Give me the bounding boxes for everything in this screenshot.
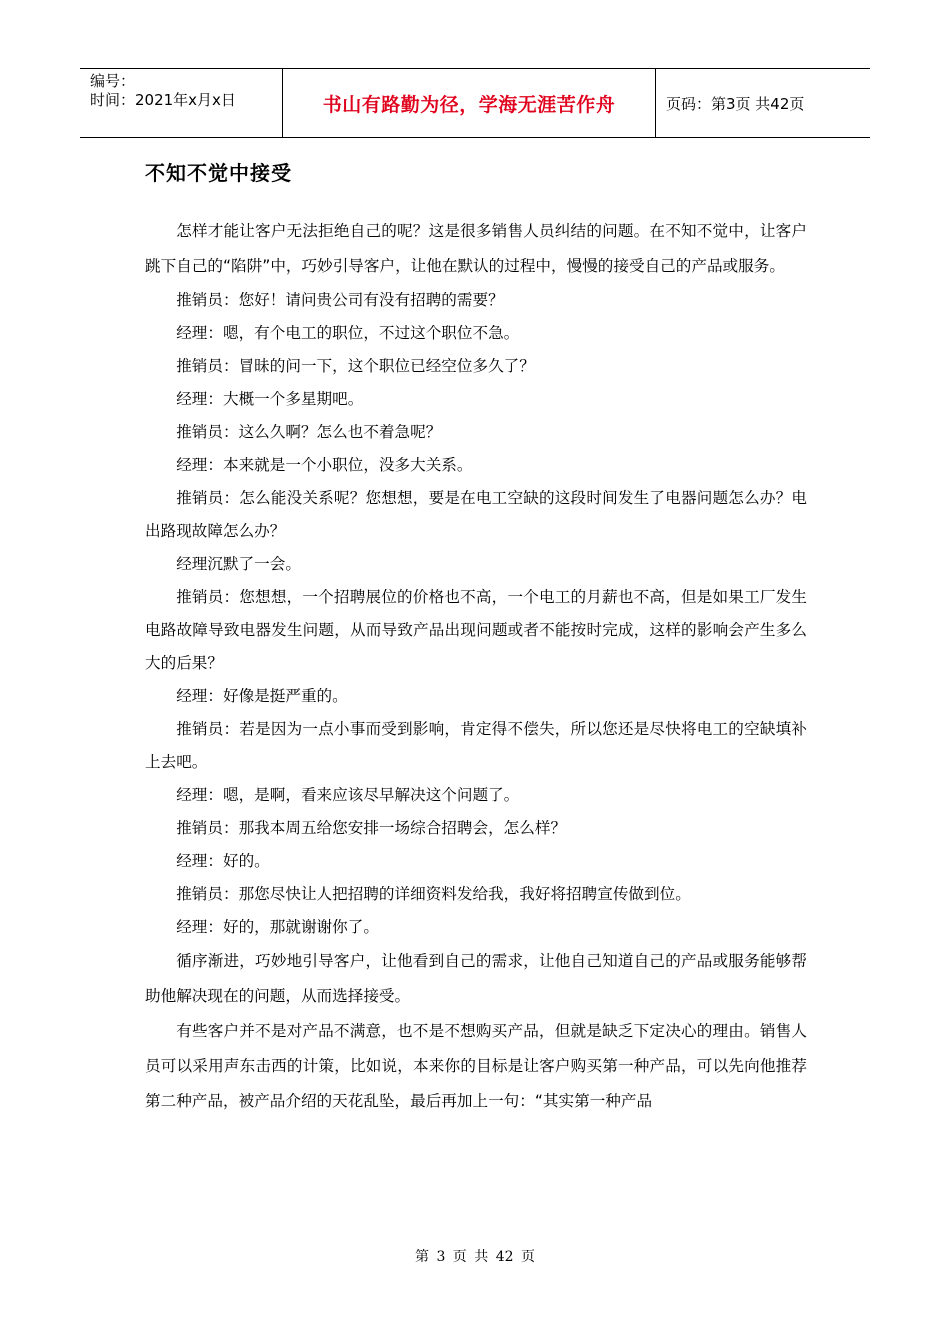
dialog-line: 经理：嗯，是啊，看来应该尽早解决这个问题了。 xyxy=(176,786,520,804)
page-info: 页码：第3页 共42页 xyxy=(666,94,805,113)
section-title: 不知不觉中接受 xyxy=(145,161,292,185)
dialog-line: 推销员：那我本周五给您安排一场综合招聘会，怎么样？ xyxy=(176,819,567,837)
dialog-line: 经理：大概一个多星期吧。 xyxy=(176,390,364,408)
dialog-line: 推销员：您想想，一个招聘展位的价格也不高，一个电工的月薪也不高，但是如果工厂发生电路故障导致电器发生问题，从而导致产品出现问题或者不能按时完成，这样的影响会产生多么大的后果？ xyxy=(145,588,807,672)
date-label: 时间：2021年x月x日 xyxy=(90,91,236,109)
dialog-line: 推销员：若是因为一点小事而受到影响，肯定得不偿失，所以您还是尽快将电工的空缺填补上去吧。 xyxy=(145,720,807,771)
dialog-line: 经理沉默了一会。 xyxy=(176,555,301,573)
dialog-line: 经理：本来就是一个小职位，没多大关系。 xyxy=(176,456,473,474)
dialog-line: 推销员：那您尽快让人把招聘的详细资料发给我，我好将招聘宣传做到位。 xyxy=(176,885,691,903)
motto-text: 书山有路勤为径，学海无涯苦作舟 xyxy=(322,93,616,116)
article-body xyxy=(145,214,807,1119)
serial-label: 编号： xyxy=(90,72,136,90)
dialog-line: 经理：好的，那就谢谢你了。 xyxy=(176,918,379,936)
header-page-cell xyxy=(656,69,870,137)
dialog-line: 经理：好像是挺严重的。 xyxy=(176,687,348,705)
dialog-line: 推销员：冒昧的问一下，这个职位已经空位多久了？ xyxy=(176,357,535,375)
document-header xyxy=(80,68,870,138)
dialog-line: 推销员：您好！请问贵公司有没有招聘的需要？ xyxy=(176,291,504,309)
dialog-line: 经理：好的。 xyxy=(176,852,270,870)
body-paragraph: 循序渐进，巧妙地引导客户，让他看到自己的需求，让他自己知道自己的产品或服务能够帮助他解决现在的问题，从而选择接受。 xyxy=(145,952,807,1005)
body-paragraph: 怎样才能让客户无法拒绝自己的呢？这是很多销售人员纠结的问题。在不知不觉中，让客户跳下自己的“陷阱”中，巧妙引导客户，让他在默认的过程中，慢慢的接受自己的产品或服务。 xyxy=(145,222,807,275)
header-meta xyxy=(80,69,282,137)
page-footer: 第 3 页 共 42 页 xyxy=(415,1249,535,1265)
dialog-line: 推销员：这么久啊？怎么也不着急呢？ xyxy=(176,423,442,441)
body-paragraph: 有些客户并不是对产品不满意，也不是不想购买产品，但就是缺乏下定决心的理由。销售人员可以采用声东击西的计策，比如说，本来你的目标是让客户购买第一种产品，可以先向他推荐第二种产品，被产品介绍的天花乱坠，最后再加上一句：“其实第一种产品 xyxy=(145,1022,807,1110)
dialog-line: 推销员：怎么能没关系呢？您想想，要是在电工空缺的这段时间发生了电器问题怎么办？电出路现故障怎么办？ xyxy=(145,489,807,540)
header-motto-cell xyxy=(282,69,656,137)
dialog-line: 经理：嗯，有个电工的职位，不过这个职位不急。 xyxy=(176,324,520,342)
